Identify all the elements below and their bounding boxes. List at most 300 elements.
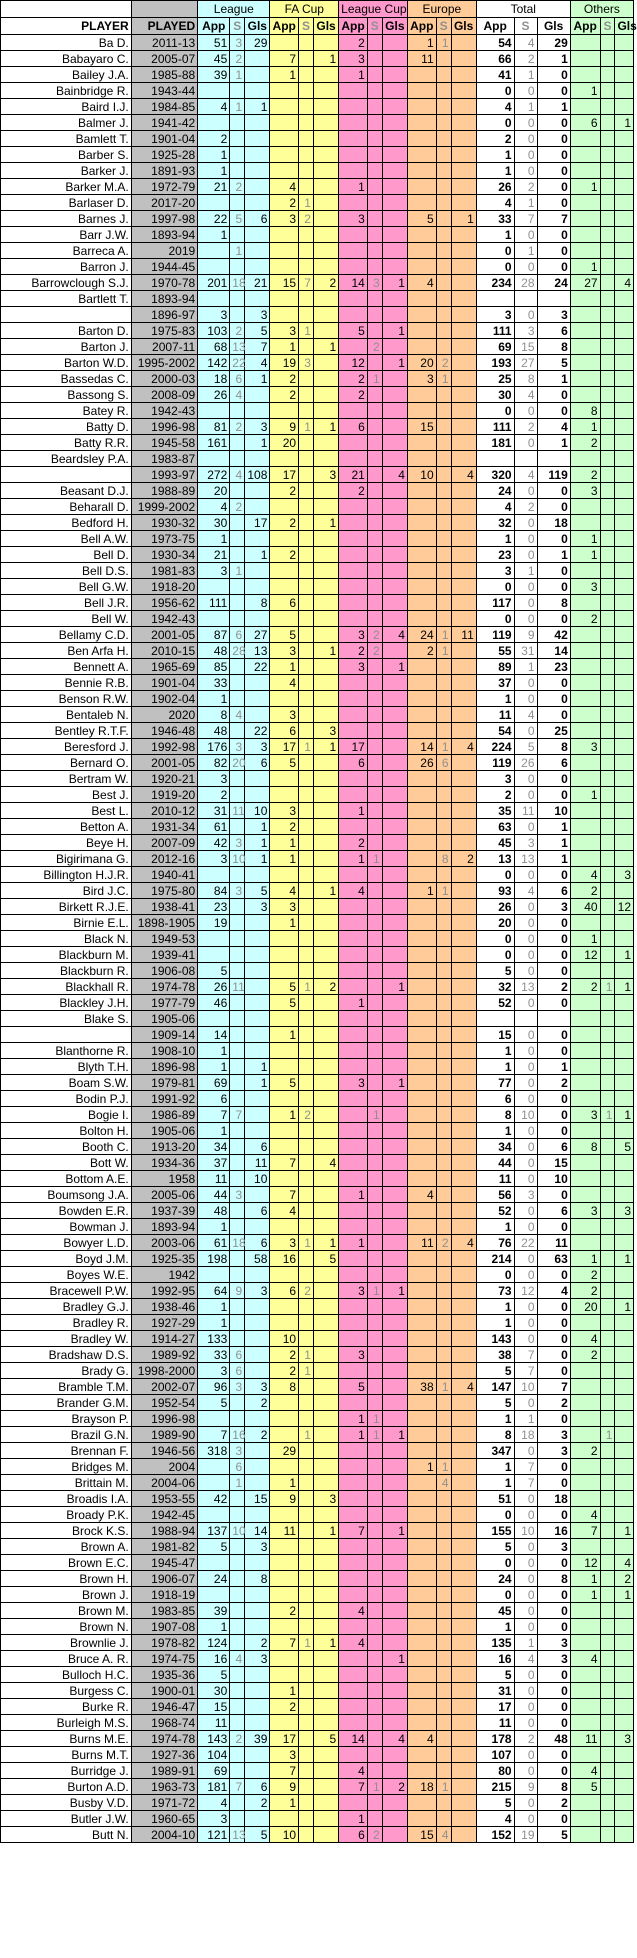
player-name-cell: Beasant D.J.	[1, 483, 132, 499]
fa-cup-goals-cell	[313, 611, 338, 627]
table-row	[1, 307, 634, 323]
others-apps-cell	[570, 1219, 600, 1235]
league-cup-subs-cell	[367, 691, 382, 707]
total-goals-cell: 4	[537, 1283, 570, 1299]
fa-cup-subs-cell	[299, 1571, 314, 1587]
others-sub-header: S	[600, 18, 615, 35]
total-subs-cell: 2	[514, 179, 537, 195]
league-apps-cell: 26	[198, 979, 230, 995]
league-goals-cell: 3	[245, 1283, 270, 1299]
others-apps-cell	[570, 1475, 600, 1491]
league-apps-cell: 34	[198, 1139, 230, 1155]
league-cup-apps-cell: 1	[339, 1811, 368, 1827]
player-name-cell: Boyd J.M.	[1, 1251, 132, 1267]
league-cup-apps-cell	[339, 1155, 368, 1171]
league-subs-cell: 13	[230, 1827, 245, 1843]
total-subs-cell: 4	[514, 883, 537, 899]
total-subs-cell: 0	[514, 147, 537, 163]
others-subs-cell	[600, 1315, 615, 1331]
player-rows	[1, 35, 634, 1843]
total-goals-cell: 0	[537, 1411, 570, 1427]
fa-cup-apps-cell: 5	[270, 995, 299, 1011]
europe-subs-cell	[436, 867, 451, 883]
others-goals-cell	[615, 1219, 634, 1235]
others-apps-cell	[570, 771, 600, 787]
fa-cup-apps-cell: 2	[270, 1363, 299, 1379]
total-apps-cell: 5	[476, 1395, 514, 1411]
league-goals-cell	[245, 1043, 270, 1059]
others-subs-cell	[600, 1459, 615, 1475]
fa-cup-subs-cell: 3	[299, 355, 314, 371]
fa-cup-apps-cell: 2	[270, 515, 299, 531]
fa-cup-goals-cell	[313, 499, 338, 515]
others-subs-cell	[600, 339, 615, 355]
europe-goals-cell	[451, 915, 476, 931]
europe-apps-cell	[407, 1427, 436, 1443]
league-cup-goals-cell	[382, 371, 407, 387]
league-subs-cell	[230, 515, 245, 531]
total-goals-cell: 48	[537, 1731, 570, 1747]
europe-goals-cell	[451, 1715, 476, 1731]
league-cup-subs-cell	[367, 387, 382, 403]
others-goals-cell	[615, 1267, 634, 1283]
table-row	[1, 1459, 634, 1475]
total-subs-cell: 0	[514, 867, 537, 883]
europe-apps-cell	[407, 707, 436, 723]
total-apps-cell: 0	[476, 403, 514, 419]
league-cup-subs-cell	[367, 595, 382, 611]
europe-goals-cell: 4	[451, 1235, 476, 1251]
league-cup-apps-cell: 1	[339, 67, 368, 83]
fa-cup-apps-cell	[270, 1459, 299, 1475]
others-apps-cell	[570, 339, 600, 355]
total-goals-cell: 0	[537, 179, 570, 195]
league-cup-goals-cell	[382, 1027, 407, 1043]
fa-cup-subs-cell	[299, 1043, 314, 1059]
fa-cup-apps-cell	[270, 83, 299, 99]
total-subs-cell: 18	[514, 1427, 537, 1443]
others-apps-cell: 1	[570, 179, 600, 195]
europe-goals-cell	[451, 1347, 476, 1363]
fa-cup-apps-cell	[270, 787, 299, 803]
league-cup-goals-cell	[382, 1187, 407, 1203]
europe-goals-cell	[451, 1555, 476, 1571]
league-goals-cell: 7	[245, 339, 270, 355]
player-name-cell: Bell A.W.	[1, 531, 132, 547]
total-apps-cell: 89	[476, 659, 514, 675]
europe-apps-cell	[407, 995, 436, 1011]
total-apps-cell: 33	[476, 211, 514, 227]
fa-cup-apps-cell	[270, 531, 299, 547]
league-apps-cell: 143	[198, 1731, 230, 1747]
league-cup-apps-cell: 1	[339, 851, 368, 867]
league-subs-cell	[230, 1011, 245, 1027]
europe-goals-cell	[451, 1427, 476, 1443]
fa-cup-subs-cell	[299, 1171, 314, 1187]
total-apps-cell: 24	[476, 1571, 514, 1587]
played-years-cell: 1913-20	[131, 1139, 197, 1155]
league-app-header: App	[198, 18, 230, 35]
player-name-cell: Bassong S.	[1, 387, 132, 403]
league-cup-subs-cell	[367, 1683, 382, 1699]
others-apps-cell: 2	[570, 979, 600, 995]
others-apps-cell	[570, 99, 600, 115]
total-subs-cell: 4	[514, 467, 537, 483]
player-name-cell: Bell G.W.	[1, 579, 132, 595]
player-name-cell: Birnie E.L.	[1, 915, 132, 931]
league-cup-apps-cell	[339, 1619, 368, 1635]
league-subs-cell	[230, 1155, 245, 1171]
league-apps-cell: 1	[198, 147, 230, 163]
league-cup-subs-cell	[367, 483, 382, 499]
league-apps-cell	[198, 195, 230, 211]
league-cup-apps-cell	[339, 83, 368, 99]
others-apps-cell	[570, 1187, 600, 1203]
others-apps-cell	[570, 1683, 600, 1699]
total-apps-cell: 4	[476, 195, 514, 211]
fa-cup-apps-cell: 3	[270, 899, 299, 915]
league-apps-cell: 26	[198, 387, 230, 403]
total-apps-cell: 1	[476, 1315, 514, 1331]
europe-goals-cell	[451, 1219, 476, 1235]
player-name-cell: Brown N.	[1, 1619, 132, 1635]
total-goals-cell: 0	[537, 387, 570, 403]
europe-apps-cell	[407, 1811, 436, 1827]
league-cup-goals-cell	[382, 1203, 407, 1219]
europe-goals-cell	[451, 1091, 476, 1107]
league-goals-cell	[245, 995, 270, 1011]
league-cup-subs-cell	[367, 243, 382, 259]
others-goals-cell: 1	[615, 1107, 634, 1123]
league-cup-goals-cell	[382, 883, 407, 899]
others-apps-cell	[570, 1715, 600, 1731]
fa-cup-apps-cell	[270, 1219, 299, 1235]
league-subs-cell: 3	[230, 1379, 245, 1395]
europe-apps-cell	[407, 403, 436, 419]
fa-cup-goals-cell	[313, 1699, 338, 1715]
table-row	[1, 1731, 634, 1747]
league-subs-cell: 1	[230, 1475, 245, 1491]
europe-apps-cell	[407, 611, 436, 627]
league-cup-goals-cell	[382, 1683, 407, 1699]
total-apps-cell: 41	[476, 67, 514, 83]
league-apps-cell: 15	[198, 1699, 230, 1715]
played-years-cell: 1971-72	[131, 1795, 197, 1811]
table-row	[1, 1347, 634, 1363]
others-subs-cell	[600, 131, 615, 147]
league-cup-apps-cell: 4	[339, 1635, 368, 1651]
europe-goals-cell: 1	[451, 211, 476, 227]
others-goals-cell	[615, 1171, 634, 1187]
europe-goals-cell	[451, 1651, 476, 1667]
league-subs-cell	[230, 1171, 245, 1187]
europe-goals-cell	[451, 675, 476, 691]
league-cup-apps-cell	[339, 1363, 368, 1379]
europe-goals-cell	[451, 1187, 476, 1203]
others-subs-cell	[600, 1827, 615, 1843]
europe-goals-cell	[451, 195, 476, 211]
player-name-cell: Burridge J.	[1, 1763, 132, 1779]
league-cup-apps-cell	[339, 691, 368, 707]
others-apps-cell: 2	[570, 467, 600, 483]
league-subs-cell	[230, 723, 245, 739]
others-goals-cell	[615, 1091, 634, 1107]
europe-goals-cell	[451, 1043, 476, 1059]
league-apps-cell: 198	[198, 1251, 230, 1267]
league-apps-cell: 3	[198, 1363, 230, 1379]
league-cup-subs-cell	[367, 755, 382, 771]
table-row	[1, 1411, 634, 1427]
others-goals-cell	[615, 419, 634, 435]
fa-cup-goals-cell	[313, 755, 338, 771]
fa-cup-subs-cell	[299, 531, 314, 547]
league-cup-goals-cell: 1	[382, 1651, 407, 1667]
total-subs-cell: 7	[514, 1475, 537, 1491]
fa-cup-apps-cell	[270, 867, 299, 883]
league-apps-cell: 23	[198, 899, 230, 915]
league-subs-cell	[230, 435, 245, 451]
others-goals-cell	[615, 1491, 634, 1507]
europe-subs-cell	[436, 1795, 451, 1811]
played-years-cell: 1942	[131, 1267, 197, 1283]
others-goals-cell	[615, 579, 634, 595]
league-cup-subs-cell	[367, 1699, 382, 1715]
league-cup-subs-cell: 1	[367, 1427, 382, 1443]
fa-cup-apps-cell	[270, 1715, 299, 1731]
total-goals-cell: 0	[537, 995, 570, 1011]
league-cup-apps-cell: 1	[339, 1411, 368, 1427]
europe-subs-cell	[436, 947, 451, 963]
europe-goals-cell	[451, 1683, 476, 1699]
league-cup-apps-cell	[339, 819, 368, 835]
others-goals-cell	[615, 99, 634, 115]
league-apps-cell: 14	[198, 1027, 230, 1043]
player-name-cell: Beharall D.	[1, 499, 132, 515]
table-row	[1, 531, 634, 547]
europe-apps-cell	[407, 1475, 436, 1491]
fa-cup-apps-cell	[270, 227, 299, 243]
europe-apps-cell	[407, 1715, 436, 1731]
league-cup-apps-cell	[339, 1651, 368, 1667]
europe-goals-cell	[451, 579, 476, 595]
league-cup-subs-cell	[367, 787, 382, 803]
others-apps-cell	[570, 355, 600, 371]
played-years-cell: 2001-05	[131, 755, 197, 771]
total-apps-cell: 93	[476, 883, 514, 899]
league-cup-goals-cell	[382, 899, 407, 915]
europe-apps-cell	[407, 1331, 436, 1347]
table-row	[1, 83, 634, 99]
europe-apps-cell	[407, 659, 436, 675]
fa-cup-apps-cell: 1	[270, 1107, 299, 1123]
player-name-cell: Birkett R.J.E.	[1, 899, 132, 915]
league-cup-apps-cell	[339, 403, 368, 419]
fa-cup-apps-cell: 10	[270, 1331, 299, 1347]
fa-cup-subs-cell	[299, 1395, 314, 1411]
europe-apps-cell	[407, 1571, 436, 1587]
fa-cup-subs-cell	[299, 1747, 314, 1763]
league-cup-apps-cell	[339, 115, 368, 131]
table-row	[1, 1395, 634, 1411]
league-cup-subs-cell: 2	[367, 339, 382, 355]
fa-cup-goals-cell	[313, 291, 338, 307]
total-goals-cell: 0	[537, 1347, 570, 1363]
europe-goals-cell	[451, 259, 476, 275]
played-years-cell: 2004	[131, 1459, 197, 1475]
league-subs-cell: 10	[230, 851, 245, 867]
fa-cup-apps-cell: 9	[270, 419, 299, 435]
league-subs-cell: 1	[230, 243, 245, 259]
league-apps-cell	[198, 291, 230, 307]
league-goals-cell	[245, 579, 270, 595]
europe-goals-cell	[451, 659, 476, 675]
league-cup-apps-cell	[339, 1315, 368, 1331]
europe-apps-cell	[407, 931, 436, 947]
player-name-cell: Barnes J.	[1, 211, 132, 227]
league-apps-cell: 103	[198, 323, 230, 339]
others-goals-cell	[615, 1347, 634, 1363]
fa-cup-apps-cell: 1	[270, 659, 299, 675]
fa-cup-goals-cell	[313, 787, 338, 803]
league-cup-apps-cell	[339, 1059, 368, 1075]
player-name-cell: Barton J.	[1, 339, 132, 355]
league-apps-cell: 201	[198, 275, 230, 291]
others-apps-cell	[570, 819, 600, 835]
total-subs-cell: 0	[514, 1619, 537, 1635]
league-cup-subs-cell	[367, 1187, 382, 1203]
league-apps-cell: 1	[198, 1619, 230, 1635]
played-years-cell: 1984-85	[131, 99, 197, 115]
others-goals-cell	[615, 1763, 634, 1779]
others-goals-cell	[615, 131, 634, 147]
league-cup-goals-cell	[382, 1395, 407, 1411]
league-cup-subs-cell	[367, 1443, 382, 1459]
table-row	[1, 1267, 634, 1283]
league-cup-apps-cell: 3	[339, 211, 368, 227]
league-cup-subs-cell	[367, 1027, 382, 1043]
league-cup-subs-cell	[367, 1555, 382, 1571]
fa-cup-goals-cell	[313, 1347, 338, 1363]
table-row	[1, 1667, 634, 1683]
total-apps-cell: 35	[476, 803, 514, 819]
others-apps-cell	[570, 387, 600, 403]
league-cup-subs-cell	[367, 995, 382, 1011]
others-subs-cell	[600, 1731, 615, 1747]
europe-subs-cell	[436, 1155, 451, 1171]
total-apps-cell: 143	[476, 1331, 514, 1347]
league-apps-cell	[198, 1475, 230, 1491]
europe-subs-cell	[436, 1347, 451, 1363]
league-cup-subs-cell: 2	[367, 643, 382, 659]
played-years-cell: 1919-20	[131, 787, 197, 803]
league-cup-subs-cell	[367, 195, 382, 211]
league-subs-cell: 2	[230, 1731, 245, 1747]
fa-cup-apps-cell: 4	[270, 675, 299, 691]
fa-cup-goals-cell	[313, 1107, 338, 1123]
league-goals-cell	[245, 1347, 270, 1363]
total-goals-cell: 6	[537, 323, 570, 339]
league-cup-apps-cell	[339, 1699, 368, 1715]
league-cup-goals-cell	[382, 563, 407, 579]
league-apps-cell	[198, 259, 230, 275]
player-name-cell: Bowyer L.D.	[1, 1235, 132, 1251]
fa-cup-subs-cell	[299, 1539, 314, 1555]
fa-cup-apps-cell: 2	[270, 387, 299, 403]
europe-apps-cell	[407, 483, 436, 499]
table-row	[1, 1699, 634, 1715]
fa-cup-goals-cell	[313, 1539, 338, 1555]
league-cup-goals-cell	[382, 227, 407, 243]
fa-cup-subs-cell	[299, 1587, 314, 1603]
others-subs-cell	[600, 195, 615, 211]
total-goals-cell: 2	[537, 1075, 570, 1091]
league-cup-goals-cell	[382, 787, 407, 803]
total-apps-cell: 1	[476, 163, 514, 179]
total-goals-cell: 3	[537, 899, 570, 915]
total-goals-cell: 6	[537, 1139, 570, 1155]
league-cup-subs-cell	[367, 867, 382, 883]
others-apps-cell	[570, 1411, 600, 1427]
fa-cup-apps-cell: 3	[270, 1235, 299, 1251]
total-apps-cell: 15	[476, 1027, 514, 1043]
player-name-cell: Broady P.K.	[1, 1507, 132, 1523]
player-name-cell: Bentaleb N.	[1, 707, 132, 723]
europe-goals-cell	[451, 803, 476, 819]
league-cup-goals-cell: 1	[382, 659, 407, 675]
total-subs-cell: 10	[514, 1107, 537, 1123]
fa-cup-goals-cell: 5	[313, 1251, 338, 1267]
others-goals-cell	[615, 1699, 634, 1715]
total-apps-cell: 26	[476, 179, 514, 195]
league-cup-goals-cell: 1	[382, 1523, 407, 1539]
others-subs-cell	[600, 883, 615, 899]
league-cup-subs-cell	[367, 1475, 382, 1491]
table-row	[1, 1651, 634, 1667]
europe-goals-cell	[451, 387, 476, 403]
table-row	[1, 1139, 634, 1155]
europe-goals-cell	[451, 899, 476, 915]
others-goals-cell	[615, 259, 634, 275]
total-apps-cell: 0	[476, 611, 514, 627]
fa-cup-apps-cell: 2	[270, 483, 299, 499]
league-goals-cell	[245, 1683, 270, 1699]
others-apps-cell	[570, 211, 600, 227]
league-subs-cell: 6	[230, 371, 245, 387]
europe-subs-cell	[436, 563, 451, 579]
total-apps-cell: 1	[476, 1059, 514, 1075]
fa-cup-apps-cell	[270, 1651, 299, 1667]
others-subs-cell	[600, 371, 615, 387]
fa-cup-goals-cell	[313, 1763, 338, 1779]
player-name-cell: Bell D.	[1, 547, 132, 563]
league-subs-cell	[230, 259, 245, 275]
fa-cup-apps-cell: 5	[270, 979, 299, 995]
europe-goals-header: Gls	[451, 18, 476, 35]
league-cup-goals-cell	[382, 1555, 407, 1571]
europe-apps-cell	[407, 1651, 436, 1667]
others-goals-cell	[615, 307, 634, 323]
league-cup-apps-cell	[339, 611, 368, 627]
league-cup-goals-cell	[382, 307, 407, 323]
league-cup-apps-cell: 17	[339, 739, 368, 755]
table-row	[1, 1379, 634, 1395]
league-apps-cell: 11	[198, 1715, 230, 1731]
fa-cup-apps-cell: 7	[270, 1635, 299, 1651]
league-goals-cell	[245, 1747, 270, 1763]
total-goals-cell: 24	[537, 275, 570, 291]
league-subs-cell: 18	[230, 1235, 245, 1251]
league-apps-cell	[198, 579, 230, 595]
